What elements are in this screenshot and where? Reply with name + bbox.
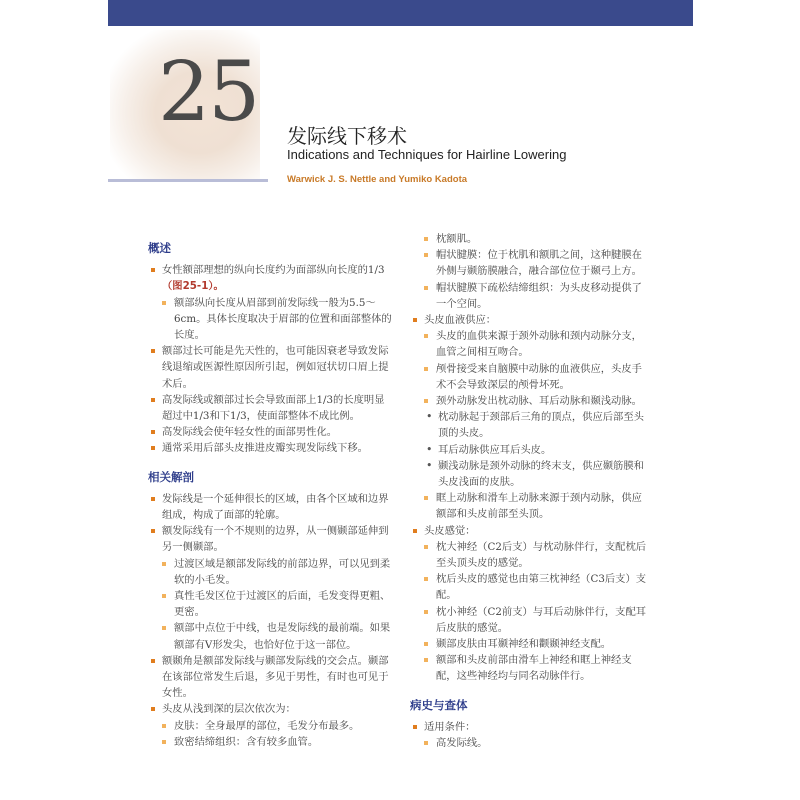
list-item: 枕大神经（C2后支）与枕动脉伴行，支配枕后至头顶头皮的感觉。 [410,539,650,571]
right-column [410,231,650,751]
list-item: 颞部皮肤由耳颞神经和颧颞神经支配。 [410,636,650,652]
list-item: 额颞角是额部发际线与颞部发际线的交会点。颞部在该部位常发生后退，多见于男性，有时也可见于女性。 [148,653,393,702]
section-heading-overview: 概述 [148,241,171,255]
list-item: 适用条件： [410,719,650,735]
list-item: 枕额肌。 [410,231,650,247]
list-item: 过渡区域是额部发际线的前部边界，可以见到柔软的小毛发。 [148,556,393,588]
list-item: 帽状腱膜：位于枕肌和额肌之间，这种腱膜在外侧与颞筋膜融合，融合部位位于颞弓上方。 [410,247,650,279]
header-band [108,0,693,26]
chapter-authors: Warwick J. S. Nettle and Yumiko Kadota [287,174,468,185]
list-item: 通常采用后部头皮推进皮瓣实现发际线下移。 [148,440,393,456]
list-item: 致密结缔组织：含有较多血管。 [148,734,393,750]
section-heading-history: 病史与查体 [410,697,468,712]
list-item: 枕后头皮的感觉也由第三枕神经（C3后支）支配。 [410,571,650,603]
list-item: 颅骨接受来自脑膜中动脉的血液供应，头皮手术不会导致深层的颅骨坏死。 [410,361,650,393]
list-item: 头皮从浅到深的层次依次为： [148,701,393,717]
section-heading-anatomy: 相关解剖 [148,469,194,484]
list-item: 额部和头皮前部由滑车上神经和眶上神经支配，这些神经均与同名动脉伴行。 [410,652,650,684]
list-item: • 颞浅动脉是颈外动脉的终末支，供应颞筋膜和头皮浅面的皮肤。 [410,458,650,490]
figure-reference[interactable]: （图25-1）。 [162,280,224,293]
chapter-title-en: Indications and Techniques for Hairline Lowering [287,147,567,162]
list-item: 头皮的血供来源于颈外动脉和颈内动脉分支，血管之间相互吻合。 [410,328,650,360]
list-item: 帽状腱膜下疏松结缔组织：为头皮移动提供了一个空间。 [410,280,650,312]
list-item: 女性额部理想的纵向长度约为面部纵向长度的1/3（图25-1）。 [148,262,393,294]
list-item: 真性毛发区位于过渡区的后面，毛发变得更粗、更密。 [148,588,393,620]
list-item: 高发际线。 [410,735,650,751]
list-item: 额部中点位于中线，也是发际线的最前端。如果额部有V形发尖，也恰好位于这一部位。 [148,620,393,652]
list-item: 高发际线或额部过长会导致面部上1/3的长度明显超过中1/3和下1/3，使面部整体不成比例。 [148,392,393,424]
list-item: 头皮感觉： [410,523,650,539]
list-item: 眶上动脉和滑车上动脉来源于颈内动脉，供应额部和头皮前部至头顶。 [410,490,650,522]
title-rule [108,179,268,182]
list-item: 皮肤：全身最厚的部位，毛发分布最多。 [148,718,393,734]
list-item: 颈外动脉发出枕动脉、耳后动脉和颞浅动脉。 [410,393,650,409]
list-item: • 枕动脉起于颈部后三角的顶点，供应后部至头顶的头皮。 [410,409,650,441]
list-item: 额部过长可能是先天性的，也可能因衰老导致发际线退缩或医源性原因所引起，例如冠状切口眉上提术后。 [148,343,393,392]
left-column [148,236,393,750]
list-item: • 耳后动脉供应耳后头皮。 [410,442,650,458]
chapter-number: 25 [158,45,259,140]
list-item: 枕小神经（C2前支）与耳后动脉伴行，支配耳后皮肤的感觉。 [410,604,650,636]
list-item: 发际线是一个延伸很长的区域，由各个区域和边界组成，构成了面部的轮廓。 [148,491,393,523]
list-item: 头皮血液供应： [410,312,650,328]
list-item: 额部纵向长度从眉部到前发际线一般为5.5～6cm。具体长度取决于眉部的位置和面部整体的长度。 [148,295,393,344]
list-item: 高发际线会使年轻女性的面部男性化。 [148,424,393,440]
list-item: 额发际线有一个不规则的边界，从一侧颞部延伸到另一侧颞部。 [148,523,393,555]
chapter-title-cn: 发际线下移术 [287,124,407,148]
